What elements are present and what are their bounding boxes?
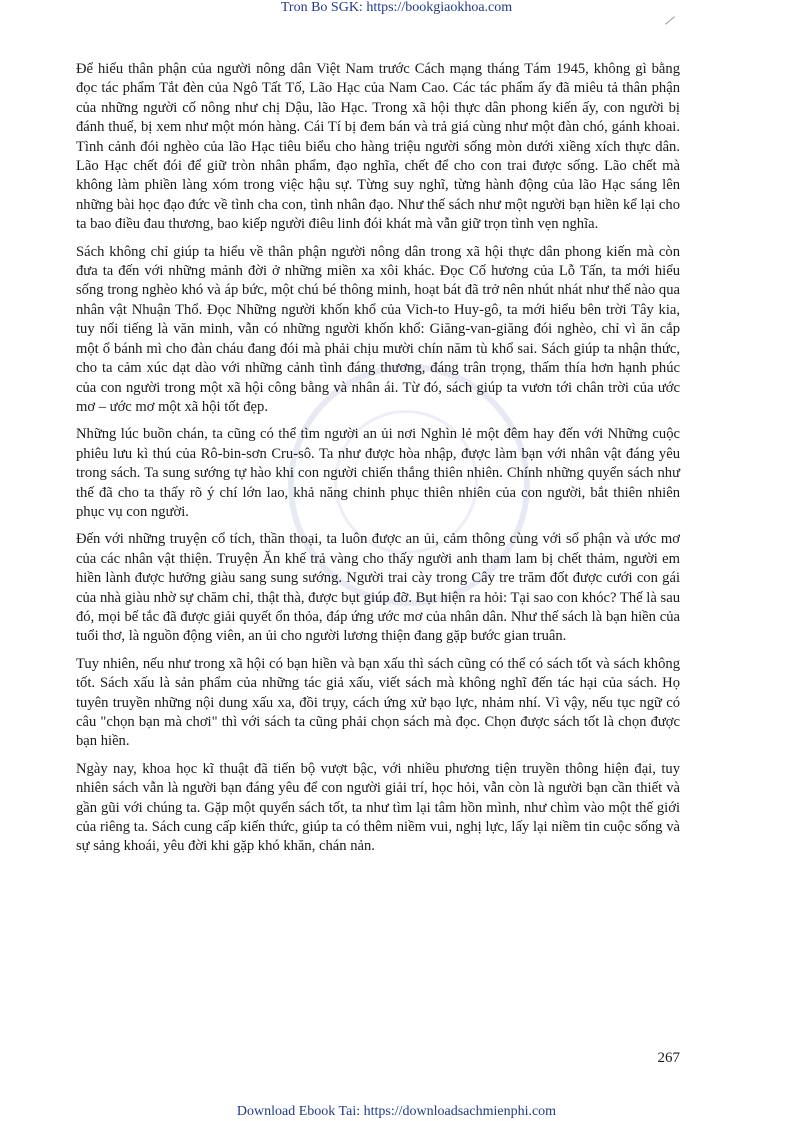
- paragraph-6: Ngày nay, khoa học kĩ thuật đã tiến bộ vượt bậc, với nhiều phương tiện truyền thông hiện đại, tuy nhiên sách vẫn là người bạn đáng yêu để con người giải trí, học hỏi, vẫn còn là người bạn cần thiết và gần gũi với chúng ta. Gặp một quyển sách tốt, ta như tìm lại tâm hồn mình, như chìm vào một thế giới của riêng ta. Sách cung cấp kiến thức, giúp ta có thêm niềm vui, nghị lực, lấy lại niềm tin cuộc sống và sự sảng khoái, yêu đời khi gặp khó khăn, chán nản.: [76, 760, 680, 855]
- paragraph-3: Những lúc buồn chán, ta cũng có thể tìm người an ủi nơi Nghìn lẻ một đêm hay đến với Những cuộc phiêu lưu kì thú của Rô-bin-sơn Cru-sô. Ta như được hòa nhập, được làm bạn với nhân vật đáng yêu trong sách. Ta sung sướng tự hào khi con người chiến thắng thiên nhiên. Chính những quyển sách như thế đã cho ta thấy rõ ý chí lớn lao, khả năng chinh phục thiên nhiên của con người, bắt thiên nhiên phục vụ con người.: [76, 426, 680, 520]
- article-body: [76, 60, 680, 865]
- paragraph-1: Để hiểu thân phận của người nông dân Việt Nam trước Cách mạng tháng Tám 1945, không gì bằng đọc tác phẩm Tắt đèn của Ngô Tất Tố, Lão Hạc của Nam Cao. Các tác phẩm ấy đã miêu tả thân phận của những người cố nông như chị Dậu, lão Hạc. Trong xã hội thực dân phong kiến ấy, con người bị đánh thuế, bị xem như một món hàng. Cái Tí bị đem bán và trả giá cùng như một đàn chó, gánh khoai. Tình cảnh đói nghèo của lão Hạc tiêu biểu cho hàng triệu người sống mòn dưới xiềng xích thực dân. Lão Hạc chết đói để giữ tròn nhân phẩm, đạo nghĩa, chết để cho con trai được sống. Lão chết mà không làm phiền làng xóm trong việc hậu sự. Từng suy nghĩ, từng hành động của lão Hạc sáng lên những bài học đạo đức về tình cha con, tình nhân đạo. Như thế sách như một người bạn hiền kể lại cho ta bao điều đau thương, bao kiếp người điêu linh đói khát mà vẫn giữ trọn tình vẹn nghĩa.: [76, 61, 680, 233]
- paragraph-4: Đến với những truyện cổ tích, thần thoại, ta luôn được an ủi, cảm thông cùng với số phận và ước mơ của các nhân vật thiện. Truyện Ăn khế trả vàng cho thấy người anh tham lam bị chết thảm, người em hiền lành được hưởng giàu sang sung sướng. Người trai cày trong Cây tre trăm đốt được cưới con gái của nhà giàu nhờ sự chăm chỉ, thật thà, được bụt giúp đỡ. Bụt hiện ra hỏi: Tại sao con khóc? Thế là sau đó, mọi bế tắc đã được giải quyết ổn thỏa, đáp ứng ước mơ của nhân dân. Như thế sách là bạn hiền của tuổi thơ, là nguồn động viên, an ủi cho người lương thiện đang gặp bước gian truân.: [76, 531, 680, 645]
- paragraph-5: Tuy nhiên, nếu như trong xã hội có bạn hiền và bạn xấu thì sách cũng có thể có sách tốt và sách không tốt. Sách xấu là sản phẩm của những tác giả xấu, viết sách mà không nghĩ đến tác hại của sách. Họ tuyên truyền những nội dung xấu xa, đồi trụy, cách ứng xử bạo lực, nhảm nhí. Vì vậy, nếu tục ngữ có câu "chọn bạn mà chơi" thì với sách ta cũng phải chọn sách mà đọc. Chọn được sách tốt là chọn được bạn hiền.: [76, 655, 680, 750]
- header-source-link[interactable]: Tron Bo SGK: https://bookgiaokhoa.com: [280, 0, 513, 15]
- paragraph-2: Sách không chỉ giúp ta hiểu về thân phận người nông dân trong xã hội thực dân phong kiến mà còn đưa ta đến với những mảnh đời ở những miền xa xôi khác. Đọc Cố hương của Lỗ Tấn, ta mới hiểu sống trong nghèo khó và áp bức, một chú bé thông minh, hoạt bát đã trở nên nhút nhát như thế nào qua nhân vật Nhuận Thổ. Đọc Những người khốn khổ của Vich-to Huy-gô, ta mới hiểu bên trời Tây kia, tuy nổi tiếng là văn minh, vẫn có những người khốn khổ: Giăng-van-giăng đói nghèo, chỉ vì ăn cắp một ổ bánh mì cho đàn cháu đang đói mà phải chịu mười chín năm tù khổ sai. Sách giúp ta nhận thức, cho ta cảm xúc dạt dào với những cảnh tình đáng thương, đáng trân trọng, thấm thía hơn hạnh phúc của con người trong một xã hội công bằng và nhân ái. Từ đó, sách giúp ta vươn tới chân trời của ước mơ – ước mơ một xã hội tốt đẹp.: [76, 243, 680, 415]
- corner-mark: [665, 16, 675, 24]
- footer-download-link[interactable]: Download Ebook Tai: https://downloadsachmienphi.com: [236, 1104, 557, 1119]
- page-number: 267: [657, 1050, 680, 1066]
